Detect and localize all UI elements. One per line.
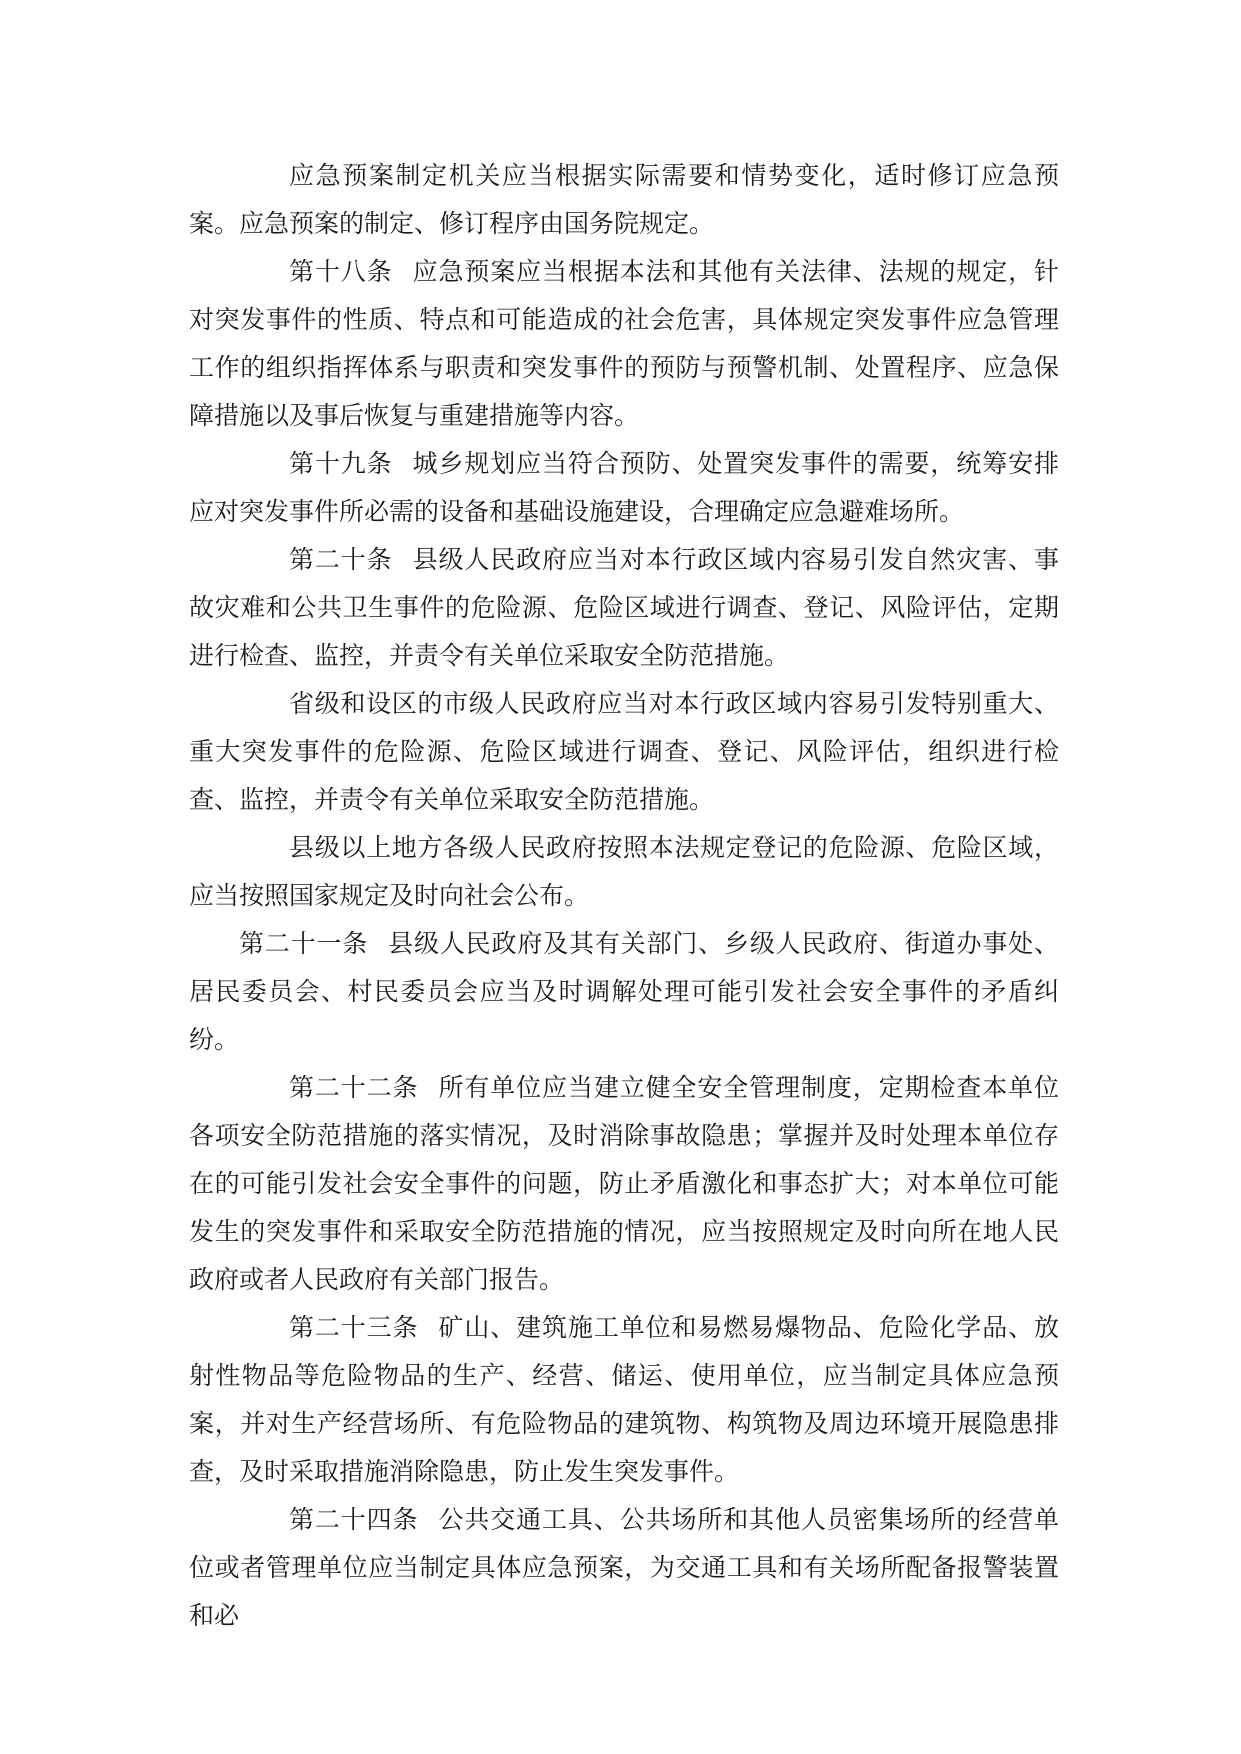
article-number: 第二十一条: [239, 929, 369, 958]
article-22: [189, 1064, 1059, 1304]
article-20-clause-2: [189, 680, 1059, 824]
article-24: [189, 1496, 1059, 1640]
article-19: [189, 440, 1059, 536]
paragraph-text: 县级人民政府及其有关部门、乡级人民政府、街道办事处、居民委员会、村民委员会应当及时调解处理可能引发社会安全事件的矛盾纠纷。: [189, 929, 1059, 1054]
article-23: [189, 1304, 1059, 1496]
article-number: 第二十二条: [289, 1073, 419, 1102]
article-20-clause-3: [189, 824, 1059, 920]
article-20: [189, 536, 1059, 680]
paragraph-text: 应急预案制定机关应当根据实际需要和情势变化，适时修订应急预案。应急预案的制定、修订程序由国务院规定。: [189, 161, 1059, 238]
article-number: 第十八条: [289, 257, 393, 286]
paragraph-1: [189, 152, 1059, 248]
paragraph-text: 应急预案应当根据本法和其他有关法律、法规的规定，针对突发事件的性质、特点和可能造成的社会危害，具体规定突发事件应急管理工作的组织指挥体系与职责和突发事件的预防与预警机制、处置程序、应急保障措施以及事后恢复与重建措施等内容。: [189, 257, 1059, 430]
article-number: 第十九条: [289, 449, 393, 478]
article-21: [189, 920, 1059, 1064]
article-number: 第二十三条: [289, 1313, 419, 1342]
paragraph-text: 公共交通工具、公共场所和其他人员密集场所的经营单位或者管理单位应当制定具体应急预案，为交通工具和有关场所配备报警装置和必: [189, 1505, 1059, 1630]
paragraph-text: 县级以上地方各级人民政府按照本法规定登记的危险源、危险区域，应当按照国家规定及时向社会公布。: [189, 833, 1059, 910]
paragraph-text: 矿山、建筑施工单位和易燃易爆物品、危险化学品、放射性物品等危险物品的生产、经营、储运、使用单位，应当制定具体应急预案，并对生产经营场所、有危险物品的建筑物、构筑物及周边环境开展隐患排查，及时采取措施消除隐患，防止发生突发事件。: [189, 1313, 1059, 1486]
article-18: [189, 248, 1059, 440]
paragraph-text: 省级和设区的市级人民政府应当对本行政区域内容易引发特别重大、重大突发事件的危险源、危险区域进行调查、登记、风险评估，组织进行检查、监控，并责令有关单位采取安全防范措施。: [189, 689, 1059, 814]
article-number: 第二十四条: [289, 1505, 419, 1534]
document-body: [189, 152, 1059, 1640]
article-number: 第二十条: [289, 545, 393, 574]
paragraph-text: 所有单位应当建立健全安全管理制度，定期检查本单位各项安全防范措施的落实情况，及时消除事故隐患；掌握并及时处理本单位存在的可能引发社会安全事件的问题，防止矛盾激化和事态扩大；对本单位可能发生的突发事件和采取安全防范措施的情况，应当按照规定及时向所在地人民政府或者人民政府有关部门报告。: [189, 1073, 1059, 1294]
paragraph-text: 城乡规划应当符合预防、处置突发事件的需要，统筹安排应对突发事件所必需的设备和基础设施建设，合理确定应急避难场所。: [189, 449, 1059, 526]
paragraph-text: 县级人民政府应当对本行政区域内容易引发自然灾害、事故灾难和公共卫生事件的危险源、危险区域进行调查、登记、风险评估，定期进行检查、监控，并责令有关单位采取安全防范措施。: [189, 545, 1059, 670]
